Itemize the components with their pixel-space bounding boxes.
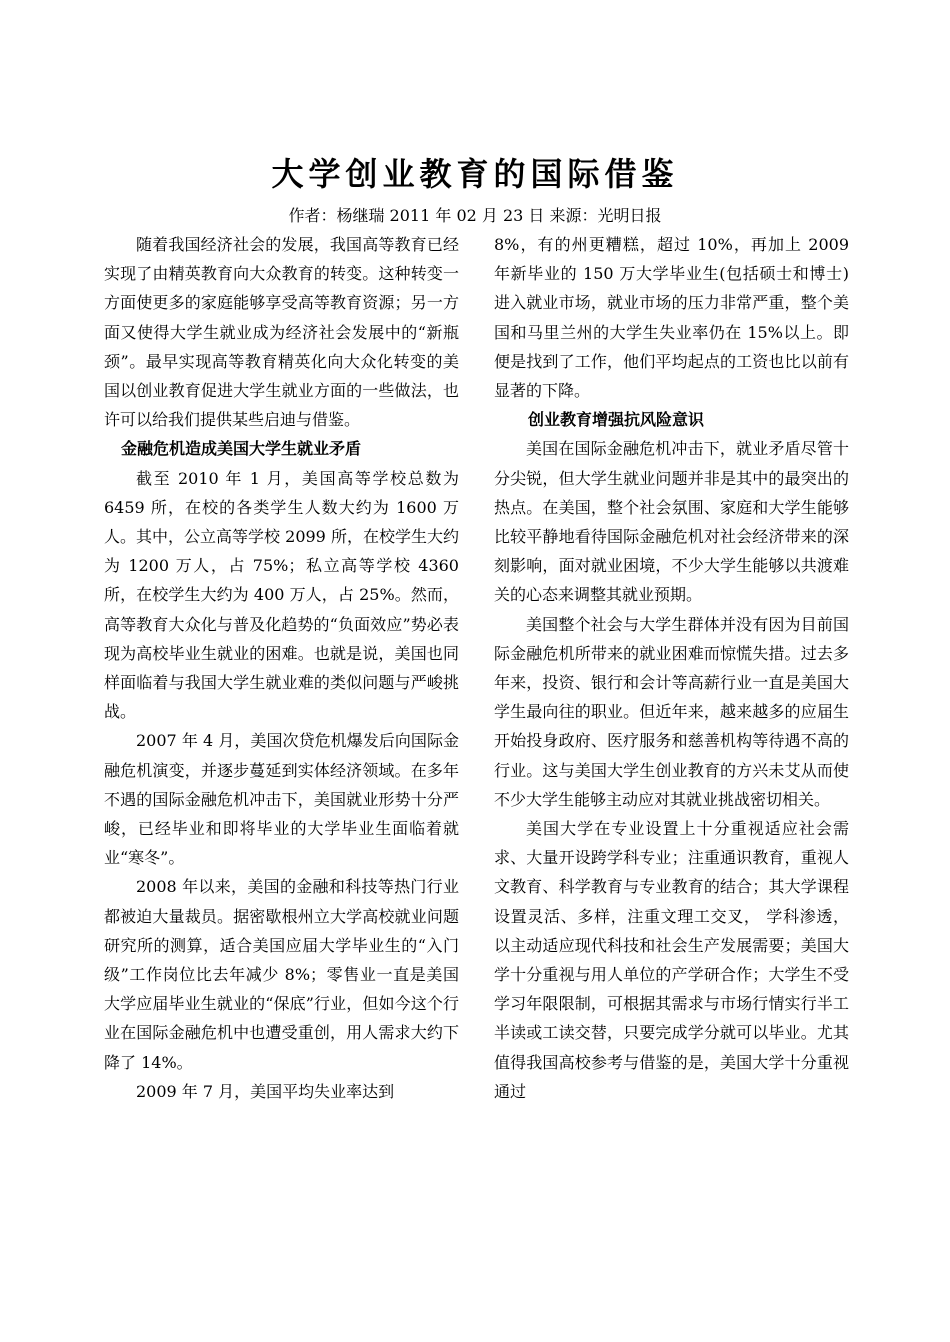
paragraph: 2008 年以来，美国的金融和科技等热门行业都被迫大量裁员。据密歇根州立大学高校就业问题研究所的测算，适合美国应届大学毕业生的“入门级”工作岗位比去年减少 8%；零售业一直是美国大学应届毕业生就业的“保底”行业，但如今这个行业在国际金融危机中也遭受重创，用人需求大约下降了 14%。 [104,877,459,1072]
article-byline: 作者：杨继瑞 2011 年 02 月 23 日 来源：光明日报 [288,206,662,225]
paragraph: 2007 年 4 月，美国次贷危机爆发后向国际金融危机演变，并逐步蔓延到实体经济领域。在多年不遇的国际金融危机冲击下，美国就业形势十分严峻，已经毕业和即将毕业的大学毕业生面临着就业“寒冬”。 [104,731,459,868]
right-column [494,230,849,1106]
section-heading: 创业教育增强抗风险意识 [528,410,705,430]
paragraph: 美国整个社会与大学生群体并没有因为目前国际金融危机所带来的就业困难而惊慌失措。过去多年来，投资、银行和会计等高薪行业一直是美国大学生最向往的职业。但近年来，越来越多的应届生开始投身政府、医疗服务和慈善机构等待遇不高的行业。这与美国大学生创业教育的方兴未艾从而使不少大学生能够主动应对其就业挑战密切相关。 [494,614,849,809]
article-title: 大学创业教育的国际借鉴 [271,155,679,193]
section-heading: 金融危机造成美国大学生就业矛盾 [121,439,362,459]
paragraph-continued: 8%，有的州更糟糕，超过 10%，再加上 2009 年新毕业的 150 万大学毕业生(包括硕士和博士)进入就业市场，就业市场的压力非常严重，整个美国和马里兰州的大学生失业率仍在 15%以上。即便是找到了工作，他们平均起点的工资也比以前有显著的下降。 [494,235,849,401]
paragraph: 2009 年 7 月，美国平均失业率达到 [136,1081,395,1101]
paragraph: 美国在国际金融危机冲击下，就业矛盾尽管十分尖锐，但大学生就业问题并非是其中的最突出的热点。在美国，整个社会氛围、家庭和大学生能够比较平静地看待国际金融危机对社会经济带来的深刻影响，面对就业困境，不少大学生能够以共渡难关的心态来调整其就业预期。 [494,439,849,605]
paragraph: 美国大学在专业设置上十分重视适应社会需求、大量开设跨学科专业；注重通识教育，重视人文教育、科学教育与专业教育的结合；其大学课程设置灵活、多样，注重文理工交叉， 学科渗透， 以主动适应现代科技和社会生产发展需要；美国大学十分重视与用人单位的产学研合作；大学生不受学习年限限制，可根据其需求与市场行情实行半工半读或工读交替，只要完成学分就可以毕业。尤其值得我国高校参考与借鉴的是，美国大学十分重视通过 [494,819,849,1101]
left-column [104,230,459,1106]
paragraph: 截至 2010 年 1 月，美国高等学校总数为 6459 所，在校的各类学生人数大约为 1600 万人。其中，公立高等学校 2099 所，在校学生大约为 1200 万人，占 75%；私立高等学校 4360 所，在校学生大约为 400 万人，占 25%。然而，高等教育大众化与普及化趋势的“负面效应”势必表现为高校毕业生就业的困难。也就是说，美国也同样面临着与我国大学生就业难的类似问题与严峻挑战。 [104,468,459,722]
paragraph: 随着我国经济社会的发展，我国高等教育已经实现了由精英教育向大众教育的转变。这种转变一方面使更多的家庭能够享受高等教育资源；另一方面又使得大学生就业成为经济社会发展中的“新瓶颈”。最早实现高等教育精英化向大众化转变的美国以创业教育促进大学生就业方面的一些做法，也许可以给我们提供某些启迪与借鉴。 [104,235,459,430]
